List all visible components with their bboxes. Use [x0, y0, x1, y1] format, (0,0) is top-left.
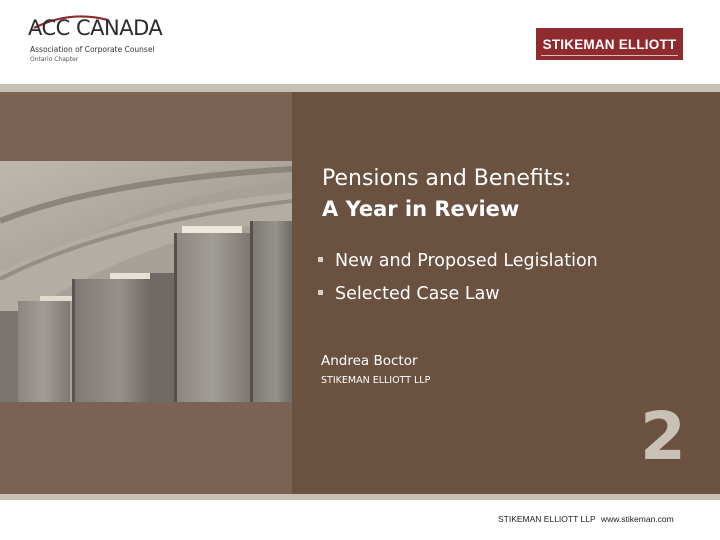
footer-firm: STIKEMAN ELLIOTT LLP: [498, 514, 596, 524]
firm-logo-text: STIKEMAN ELLIOTT: [542, 36, 677, 52]
bullet-label: New and Proposed Legislation: [335, 251, 598, 271]
logo-underline: [541, 55, 678, 56]
slide-title-line1: Pensions and Benefits:: [322, 166, 572, 191]
bullet-square-icon: [318, 257, 323, 262]
bullet-item: [318, 251, 598, 271]
acc-logo-chapter: Ontario Chapter: [30, 56, 79, 63]
acc-canada-logo: [28, 14, 178, 66]
acc-logo-subtitle: Association of Corporate Counsel: [30, 45, 155, 54]
architecture-photo: [0, 161, 292, 402]
bullet-square-icon: [318, 290, 323, 295]
band-top-strip: [0, 84, 720, 92]
bullet-label: Selected Case Law: [335, 284, 500, 304]
acc-logo-name: ACC CANADA: [28, 16, 163, 40]
author-name: Andrea Boctor: [321, 353, 418, 369]
author-firm: STIKEMAN ELLIOTT LLP: [321, 375, 431, 386]
stikeman-elliott-logo: [536, 28, 683, 60]
band-bottom-strip: [0, 494, 720, 500]
slide-title-line2: A Year in Review: [322, 197, 520, 221]
slide-number: 2: [640, 398, 686, 475]
footer-url[interactable]: www.stikeman.com: [601, 514, 674, 524]
bullet-item: [318, 284, 500, 304]
